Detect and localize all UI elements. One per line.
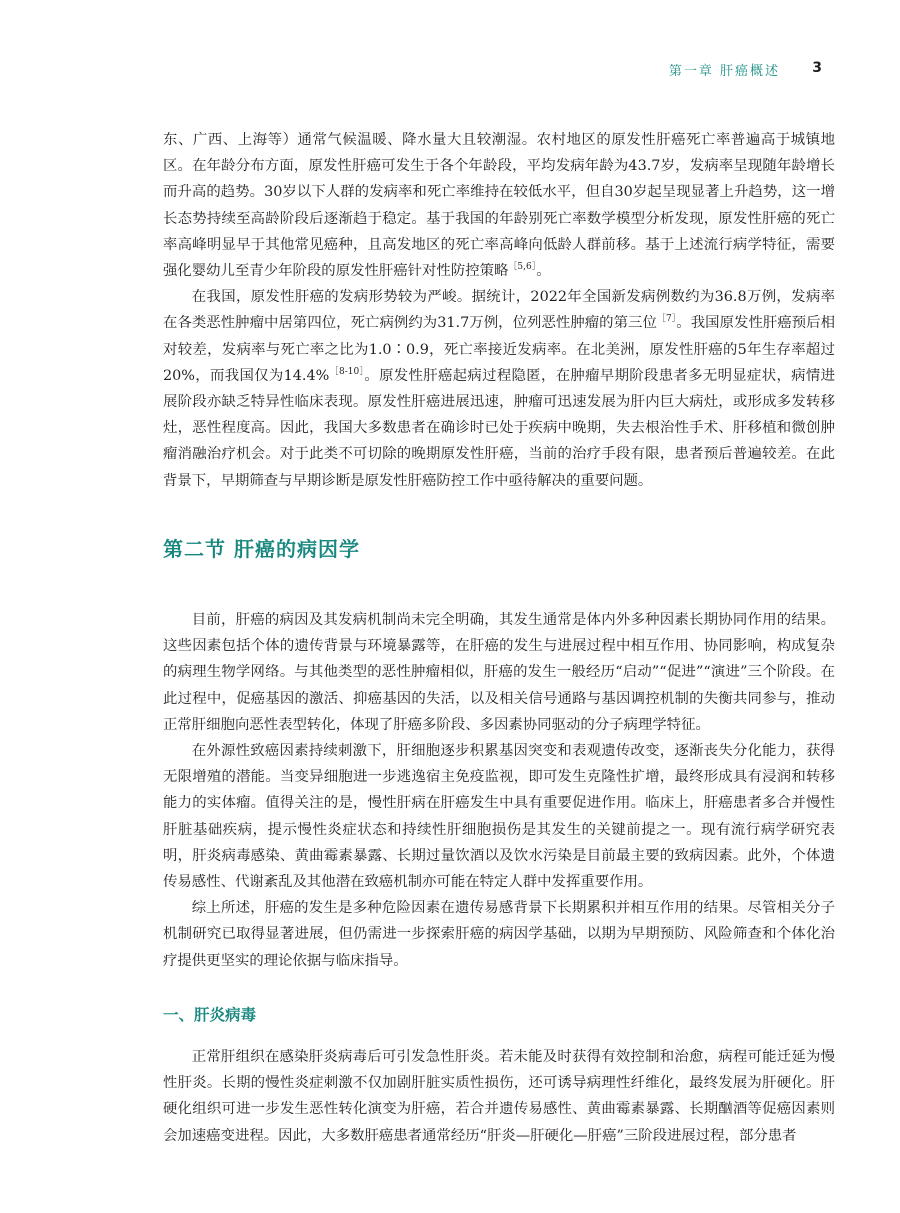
paragraph: 综上所述，肝癌的发生是多种危险因素在遗传易感背景下长期累积并相互作用的结果。尽管相关分子机制研究已取得显著进展，但仍需进一步探索肝癌的病因学基础，以期为早期预防、风险筛查和个体化治疗提供更坚实的理论依据与临床指导。 xyxy=(163,900,835,969)
section-title: 第二节 肝癌的病因学 xyxy=(163,537,360,561)
citation: ［8-10］ xyxy=(329,366,365,377)
chapter-title: 第一章 肝癌概述 xyxy=(668,64,780,79)
running-header xyxy=(0,60,900,84)
citation: ［7］ xyxy=(656,314,677,325)
paragraph xyxy=(163,127,835,284)
section2-text-block xyxy=(163,607,835,974)
paragraph: 目前，肝癌的病因及其发病机制尚未完全明确，其发生通常是体内外多种因素长期协同作用的结果。这些因素包括个体的遗传背景与环境暴露等，在肝癌的发生与进展过程中相互作用、协同影响，构成复杂的病理生物学网络。与其他类型的恶性肿瘤相似，肝癌的发生一般经历“启动”“促进”“演进”三个阶段。在此过程中，促癌基因的激活、抑癌基因的失活，以及相关信号通路与基因调控机制的失衡共同参与，推动正常肝细胞向恶性表型转化，体现了肝癌多阶段、多因素协同驱动的分子病理学特征。 xyxy=(163,612,835,733)
paragraph: 在外源性致癌因素持续刺激下，肝细胞逐步积累基因突变和表观遗传改变，逐渐丧失分化能力，获得无限增殖的潜能。当变异细胞进一步逃逸宿主免疫监视，即可发生克隆性扩增，最终形成具有浸润和转移能力的实体瘤。值得关注的是，慢性肝病在肝癌发生中具有重要促进作用。临床上，肝癌患者多合并慢性肝脏基础疾病，提示慢性炎症状态和持续性肝细胞损伤是其发生的关键前提之一。现有流行病学研究表明，肝炎病毒感染、黄曲霉素暴露、长期过量饮酒以及饮水污染是目前最主要的致病因素。此外，个体遗传易感性、代谢紊乱及其他潜在致癌机制亦可能在特定人群中发挥重要作用。 xyxy=(163,743,835,891)
subsection-title: 一、肝炎病毒 xyxy=(163,1006,257,1024)
paragraph xyxy=(163,284,835,494)
paragraph-text: 在我国，原发性肝癌的发病形势较为严峻。据统计，2022年全国新发病例数约为36.8万例，发病率在各类恶性肿瘤中居第四位，死亡病例约为31.7万例，位列恶性肿瘤的第三位 xyxy=(163,289,835,332)
page-number: 3 xyxy=(812,60,822,76)
paragraph-text: 。我国原发性肝癌预后相对较差，发病率与死亡率之比为1.0∶0.9，死亡率接近发病率。在北美洲，原发性肝癌的5年生存率超过20%，而我国仅为14.4% xyxy=(163,315,835,384)
paragraph-text: 。 xyxy=(536,263,551,280)
paragraph: 正常肝组织在感染肝炎病毒后可引发急性肝炎。若未能及时获得有效控制和治愈，病程可能迁延为慢性肝炎。长期的慢性炎症刺激不仅加剧肝脏实质性损伤，还可诱导病理性纤维化，最终发展为肝硬化。肝硬化组织可进一步发生恶性转化演变为肝癌，若合并遗传易感性、黄曲霉素暴露、长期酗酒等促癌因素则会加速癌变进程。因此，大多数肝癌患者通常经历“肝炎—肝硬化—肝癌”三阶段进展过程，部分患者 xyxy=(163,1049,835,1144)
top-text-block xyxy=(163,127,835,494)
subsection1-text-block xyxy=(163,1044,835,1149)
paragraph-text: 。原发性肝癌起病过程隐匿，在肿瘤早期阶段患者多无明显症状，病情进展阶段亦缺乏特异性临床表现。原发性肝癌进展迅速，肿瘤可迅速发展为肝内巨大病灶，或形成多发转移灶，恶性程度高。因此，我国大多数患者在确诊时已处于疾病中晚期，失去根治性手术、肝移植和微创肿瘤消融治疗机会。对于此类不可切除的晚期原发性肝癌，当前的治疗手段有限，患者预后普遍较差。在此背景下，早期筛查与早期诊断是原发性肝癌防控工作中亟待解决的重要问题。 xyxy=(163,367,835,489)
paragraph-text: 东、广西、上海等）通常气候温暖、降水量大且较潮湿。农村地区的原发性肝癌死亡率普遍高于城镇地区。在年龄分布方面，原发性肝癌可发生于各个年龄段，平均发病年龄为43.7岁，发病率呈现随年龄增长而升高的趋势。30岁以下人群的发病率和死亡率维持在较低水平，但自30岁起呈现显著上升趋势，这一增长态势持续至高龄阶段后逐渐趋于稳定。基于我国的年龄别死亡率数学模型分析发现，原发性肝癌的死亡率高峰明显早于其他常见癌种，且高发地区的死亡率高峰向低龄人群前移。基于上述流行病学特征，需要强化婴幼儿至青少年阶段的原发性肝癌针对性防控策略 xyxy=(163,132,835,280)
citation: ［5,6］ xyxy=(508,262,537,273)
